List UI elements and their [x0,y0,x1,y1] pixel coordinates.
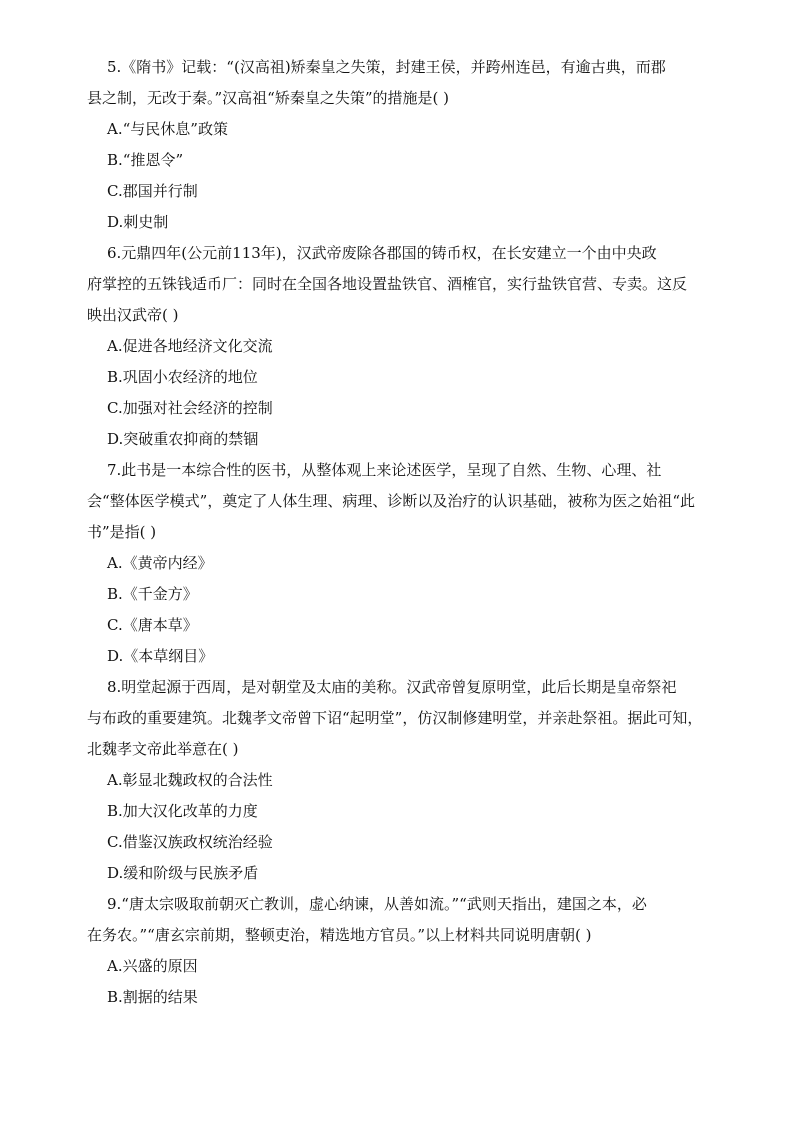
option-b[interactable]: B.《千金方》 [107,585,198,603]
option-a[interactable]: A.《黄帝内经》 [107,554,213,572]
question-stem-line: 9.“唐太宗吸取前朝灭亡教训，虚心纳谏，从善如流。”“武则天指出，建国之本，必 [107,895,647,913]
option-a[interactable]: A.兴盛的原因 [107,957,198,975]
question-stem-line: 北魏孝文帝此举意在( ) [87,740,239,758]
option-c[interactable]: C.郡国并行制 [107,182,198,200]
question-stem-line: 7.此书是一本综合性的医书，从整体观上来论述医学，呈现了自然、生物、心理、社 [107,461,662,479]
option-d[interactable]: D.突破重农抑商的禁锢 [107,430,259,448]
question-6 [0,238,794,455]
option-c[interactable]: C.《唐本草》 [107,616,198,634]
question-stem-line: 会“整体医学模式”，奠定了人体生理、病理、诊断以及治疗的认识基础，被称为医之始祖“此 [87,492,696,510]
option-b[interactable]: B.割据的结果 [107,988,198,1006]
option-c[interactable]: C.借鉴汉族政权统治经验 [107,833,273,851]
option-a[interactable]: A.“与民休息”政策 [107,120,228,138]
option-a[interactable]: A.彰显北魏政权的合法性 [107,771,273,789]
question-stem-line: 府掌控的五铢钱适币厂：同时在全国各地设置盐铁官、酒榷官，实行盐铁官营、专卖。这反 [87,275,688,293]
option-c[interactable]: C.加强对社会经济的控制 [107,399,273,417]
question-stem-line: 县之制，无改于秦。”汉高祖“矫秦皇之失策”的措施是( ) [87,89,449,107]
question-stem-line: 书”是指( ) [87,523,157,541]
question-7 [0,455,794,672]
question-stem-line: 8.明堂起源于西周，是对朝堂及太庙的美称。汉武帝曾复原明堂，此后长期是皇帝祭祀 [107,678,677,696]
question-stem-line: 在务农。”“唐玄宗前期，整顿吏治，精选地方官员。”以上材料共同说明唐朝( ) [87,926,592,944]
option-b[interactable]: B.巩固小农经济的地位 [107,368,258,386]
option-b[interactable]: B.加大汉化改革的力度 [107,802,258,820]
question-9 [0,889,794,1013]
question-stem-line: 与布政的重要建筑。北魏孝文帝曾下诏“起明堂”，仿汉制修建明堂，并亲赴祭祖。据此可知， [87,709,703,727]
question-5 [0,52,794,238]
option-d[interactable]: D.缓和阶级与民族矛盾 [107,864,259,882]
option-d[interactable]: D.刺史制 [107,213,169,231]
option-b[interactable]: B.“推恩令” [107,151,184,169]
question-stem-line: 映出汉武帝( ) [87,306,179,324]
question-8 [0,672,794,889]
option-a[interactable]: A.促进各地经济文化交流 [107,337,273,355]
question-stem-line: 6.元鼎四年(公元前113年)，汉武帝废除各郡国的铸币权，在长安建立一个由中央政 [107,244,657,262]
question-stem-line: 5.《隋书》记载：“(汉高祖)矫秦皇之失策，封建王侯，并跨州连邑，有逾古典，而郡 [107,58,666,76]
option-d[interactable]: D.《本草纲目》 [107,647,214,665]
